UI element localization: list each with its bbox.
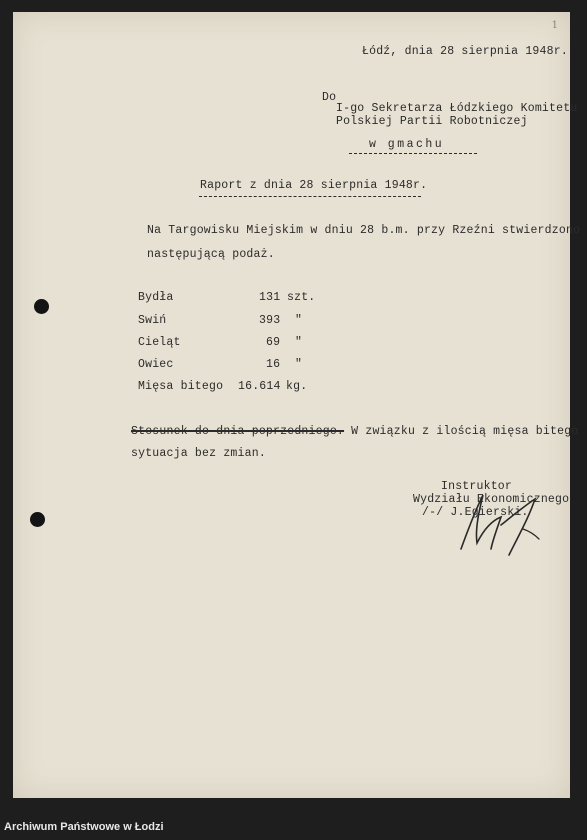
intro-line-2: następującą podaż. [147, 248, 275, 261]
struck-text: Stosunek do dnia poprzedniego. [131, 425, 345, 438]
supply-item-value: 131 [259, 291, 281, 304]
supply-item-unit: szt. [287, 291, 316, 304]
closing-paragraph [131, 425, 578, 438]
closing-text: W związku z ilością mięsa bitego [351, 425, 579, 438]
supply-item-unit: kg. [286, 380, 308, 393]
closing-line-2: sytuacja bez zmian. [131, 447, 266, 460]
report-title: Raport z dnia 28 sierpnia 1948r. [200, 179, 428, 192]
supply-item-value: 16 [266, 358, 281, 371]
supply-item-value: 393 [259, 314, 281, 327]
report-title-underline [199, 196, 421, 197]
addressee-underline [349, 153, 477, 154]
supply-item-unit: " [295, 358, 303, 371]
document-page [13, 12, 581, 798]
intro-line-1: Na Targowisku Miejskim w dniu 28 b.m. przy Rzeźni stwierdzono [147, 224, 581, 237]
supply-item-name: Bydła [138, 291, 174, 304]
supply-item-name: Mięsa bitego [138, 380, 224, 393]
archive-label: Archiwum Państwowe w Łodzi [4, 821, 164, 833]
supply-item-name: Swiń [138, 314, 167, 327]
supply-item-value: 69 [266, 336, 281, 349]
supply-item-unit: " [295, 314, 303, 327]
archive-footer [0, 812, 587, 840]
supply-item-name: Cieląt [138, 336, 181, 349]
addressee-prefix: Do [322, 91, 337, 104]
addressee-line2: Polskiej Partii Robotniczej [336, 115, 528, 128]
signatory-department: Wydziału Ekonomicznego [413, 493, 570, 506]
addressee-line3: w gmachu [369, 138, 445, 151]
page-number: 1 [551, 20, 558, 31]
supply-item-unit: " [295, 336, 303, 349]
signatory-title: Instruktor [441, 480, 513, 493]
signatory-name: /-/ J.Egierski. [422, 506, 529, 519]
handwritten-signature [431, 477, 551, 567]
punch-hole-icon [34, 299, 49, 314]
punch-hole-icon [30, 512, 45, 527]
supply-item-name: Owiec [138, 358, 174, 371]
supply-item-value: 16.614 [238, 380, 281, 393]
addressee-line1: I-go Sekretarza Łódzkiego Komitetu [336, 102, 578, 115]
place-date: Łódź, dnia 28 sierpnia 1948r. [362, 45, 568, 58]
